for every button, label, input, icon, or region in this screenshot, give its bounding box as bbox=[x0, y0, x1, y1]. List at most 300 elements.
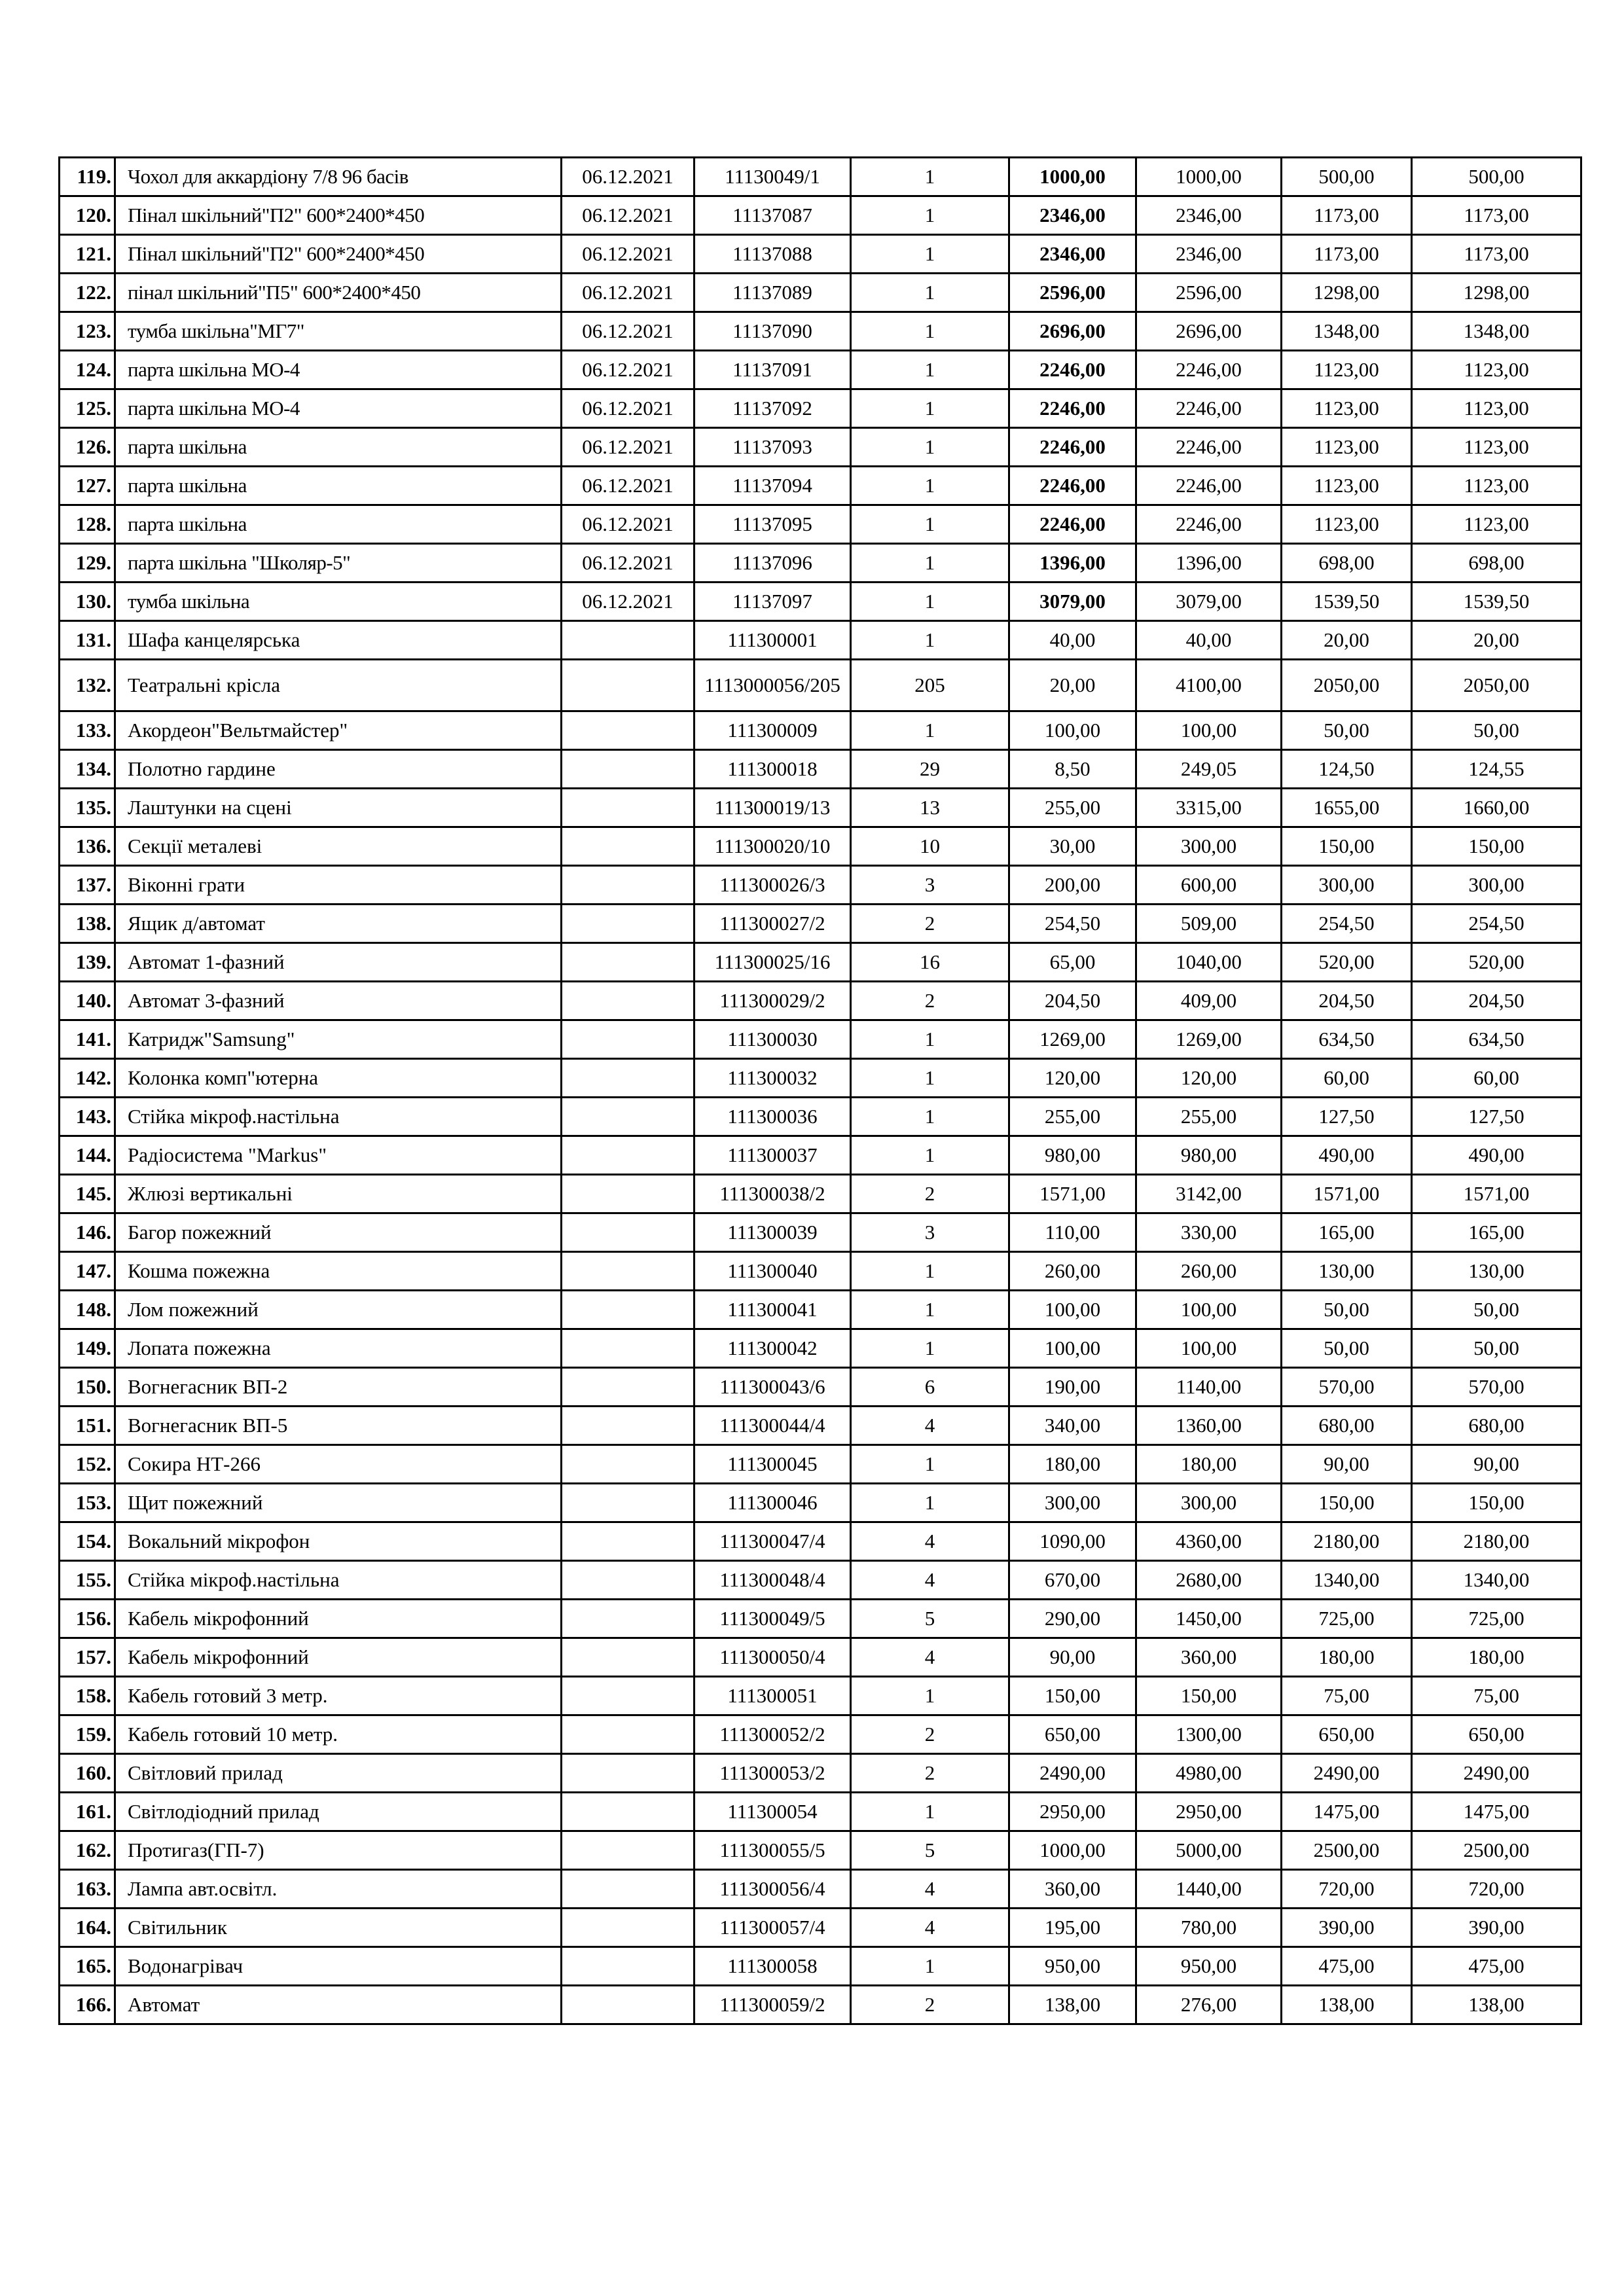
table-row bbox=[60, 505, 1581, 544]
item-name-cell: парта шкільна bbox=[115, 428, 562, 467]
date-cell bbox=[562, 1368, 695, 1407]
residual-value-cell: 1571,00 bbox=[1412, 1175, 1581, 1213]
depreciation-cell: 124,50 bbox=[1282, 750, 1412, 789]
residual-value-cell: 180,00 bbox=[1412, 1638, 1581, 1677]
table-row bbox=[60, 467, 1581, 505]
depreciation-cell: 150,00 bbox=[1282, 827, 1412, 866]
item-name-cell: Водонагрівач bbox=[115, 1947, 562, 1986]
quantity-cell: 2 bbox=[851, 1986, 1009, 2024]
unit-price-cell: 2246,00 bbox=[1009, 505, 1136, 544]
item-name-cell: Кабель мікрофонний bbox=[115, 1600, 562, 1638]
depreciation-cell: 500,00 bbox=[1282, 158, 1412, 196]
date-cell bbox=[562, 1677, 695, 1715]
depreciation-cell: 490,00 bbox=[1282, 1136, 1412, 1175]
row-number-cell: 123. bbox=[60, 312, 115, 351]
quantity-cell: 1 bbox=[851, 312, 1009, 351]
total-value-cell: 2246,00 bbox=[1136, 389, 1282, 428]
item-name-cell: Шафа канцелярська bbox=[115, 621, 562, 660]
date-cell bbox=[562, 943, 695, 982]
unit-price-cell: 2246,00 bbox=[1009, 351, 1136, 389]
item-name-cell: парта шкільна МО-4 bbox=[115, 389, 562, 428]
table-row bbox=[60, 1986, 1581, 2024]
quantity-cell: 16 bbox=[851, 943, 1009, 982]
depreciation-cell: 165,00 bbox=[1282, 1213, 1412, 1252]
quantity-cell: 1 bbox=[851, 158, 1009, 196]
unit-price-cell: 2696,00 bbox=[1009, 312, 1136, 351]
total-value-cell: 780,00 bbox=[1136, 1909, 1282, 1947]
quantity-cell: 29 bbox=[851, 750, 1009, 789]
date-cell bbox=[562, 1986, 695, 2024]
depreciation-cell: 180,00 bbox=[1282, 1638, 1412, 1677]
unit-price-cell: 120,00 bbox=[1009, 1059, 1136, 1098]
unit-price-cell: 1396,00 bbox=[1009, 544, 1136, 583]
table-row bbox=[60, 274, 1581, 312]
item-name-cell: Вокальний мікрофон bbox=[115, 1522, 562, 1561]
date-cell: 06.12.2021 bbox=[562, 505, 695, 544]
row-number-cell: 148. bbox=[60, 1291, 115, 1329]
item-name-cell: Чохол для аккардіону 7/8 96 басів bbox=[115, 158, 562, 196]
table-row bbox=[60, 1291, 1581, 1329]
row-number-cell: 153. bbox=[60, 1484, 115, 1522]
residual-value-cell: 1298,00 bbox=[1412, 274, 1581, 312]
residual-value-cell: 1123,00 bbox=[1412, 505, 1581, 544]
depreciation-cell: 1123,00 bbox=[1282, 428, 1412, 467]
table-row bbox=[60, 1947, 1581, 1986]
item-name-cell: Протигаз(ГП-7) bbox=[115, 1831, 562, 1870]
residual-value-cell: 1340,00 bbox=[1412, 1561, 1581, 1600]
row-number-cell: 140. bbox=[60, 982, 115, 1020]
quantity-cell: 1 bbox=[851, 235, 1009, 274]
residual-value-cell: 90,00 bbox=[1412, 1445, 1581, 1484]
inventory-code-cell: 111300036 bbox=[695, 1098, 851, 1136]
date-cell bbox=[562, 1213, 695, 1252]
quantity-cell: 1 bbox=[851, 544, 1009, 583]
inventory-code-cell: 111300037 bbox=[695, 1136, 851, 1175]
inventory-code-cell: 111300049/5 bbox=[695, 1600, 851, 1638]
total-value-cell: 2680,00 bbox=[1136, 1561, 1282, 1600]
depreciation-cell: 50,00 bbox=[1282, 1329, 1412, 1368]
row-number-cell: 119. bbox=[60, 158, 115, 196]
date-cell bbox=[562, 660, 695, 711]
depreciation-cell: 1173,00 bbox=[1282, 196, 1412, 235]
total-value-cell: 150,00 bbox=[1136, 1677, 1282, 1715]
quantity-cell: 1 bbox=[851, 1677, 1009, 1715]
inventory-code-cell: 11130049/1 bbox=[695, 158, 851, 196]
unit-price-cell: 100,00 bbox=[1009, 1291, 1136, 1329]
date-cell: 06.12.2021 bbox=[562, 274, 695, 312]
row-number-cell: 131. bbox=[60, 621, 115, 660]
row-number-cell: 155. bbox=[60, 1561, 115, 1600]
total-value-cell: 4980,00 bbox=[1136, 1754, 1282, 1793]
item-name-cell: Театральні крісла bbox=[115, 660, 562, 711]
quantity-cell: 1 bbox=[851, 621, 1009, 660]
table-row bbox=[60, 1870, 1581, 1909]
depreciation-cell: 650,00 bbox=[1282, 1715, 1412, 1754]
quantity-cell: 4 bbox=[851, 1909, 1009, 1947]
quantity-cell: 2 bbox=[851, 905, 1009, 943]
residual-value-cell: 490,00 bbox=[1412, 1136, 1581, 1175]
residual-value-cell: 60,00 bbox=[1412, 1059, 1581, 1098]
depreciation-cell: 1348,00 bbox=[1282, 312, 1412, 351]
table-row bbox=[60, 1909, 1581, 1947]
inventory-code-cell: 111300045 bbox=[695, 1445, 851, 1484]
depreciation-cell: 50,00 bbox=[1282, 711, 1412, 750]
date-cell bbox=[562, 1870, 695, 1909]
total-value-cell: 509,00 bbox=[1136, 905, 1282, 943]
date-cell bbox=[562, 1407, 695, 1445]
total-value-cell: 276,00 bbox=[1136, 1986, 1282, 2024]
residual-value-cell: 50,00 bbox=[1412, 1291, 1581, 1329]
table-row bbox=[60, 1484, 1581, 1522]
depreciation-cell: 60,00 bbox=[1282, 1059, 1412, 1098]
depreciation-cell: 1571,00 bbox=[1282, 1175, 1412, 1213]
inventory-code-cell: 111300029/2 bbox=[695, 982, 851, 1020]
item-name-cell: Вогнегасник ВП-5 bbox=[115, 1407, 562, 1445]
date-cell bbox=[562, 1059, 695, 1098]
total-value-cell: 100,00 bbox=[1136, 711, 1282, 750]
quantity-cell: 1 bbox=[851, 1947, 1009, 1986]
item-name-cell: Колонка комп"ютерна bbox=[115, 1059, 562, 1098]
depreciation-cell: 127,50 bbox=[1282, 1098, 1412, 1136]
residual-value-cell: 680,00 bbox=[1412, 1407, 1581, 1445]
item-name-cell: парта шкільна "Школяр-5" bbox=[115, 544, 562, 583]
depreciation-cell: 2500,00 bbox=[1282, 1831, 1412, 1870]
row-number-cell: 133. bbox=[60, 711, 115, 750]
date-cell bbox=[562, 1484, 695, 1522]
date-cell: 06.12.2021 bbox=[562, 583, 695, 621]
quantity-cell: 6 bbox=[851, 1368, 1009, 1407]
item-name-cell: Автомат 3-фазний bbox=[115, 982, 562, 1020]
item-name-cell: парта шкільна bbox=[115, 467, 562, 505]
unit-price-cell: 2346,00 bbox=[1009, 235, 1136, 274]
row-number-cell: 124. bbox=[60, 351, 115, 389]
date-cell bbox=[562, 711, 695, 750]
residual-value-cell: 1348,00 bbox=[1412, 312, 1581, 351]
quantity-cell: 1 bbox=[851, 1484, 1009, 1522]
total-value-cell: 40,00 bbox=[1136, 621, 1282, 660]
item-name-cell: Лопата пожежна bbox=[115, 1329, 562, 1368]
quantity-cell: 1 bbox=[851, 1059, 1009, 1098]
inventory-code-cell: 11137092 bbox=[695, 389, 851, 428]
unit-price-cell: 40,00 bbox=[1009, 621, 1136, 660]
depreciation-cell: 390,00 bbox=[1282, 1909, 1412, 1947]
row-number-cell: 150. bbox=[60, 1368, 115, 1407]
date-cell bbox=[562, 1252, 695, 1291]
total-value-cell: 2246,00 bbox=[1136, 467, 1282, 505]
depreciation-cell: 1340,00 bbox=[1282, 1561, 1412, 1600]
depreciation-cell: 1298,00 bbox=[1282, 274, 1412, 312]
date-cell bbox=[562, 1020, 695, 1059]
item-name-cell: Лампа авт.освітл. bbox=[115, 1870, 562, 1909]
inventory-code-cell: 111300052/2 bbox=[695, 1715, 851, 1754]
unit-price-cell: 2950,00 bbox=[1009, 1793, 1136, 1831]
depreciation-cell: 1123,00 bbox=[1282, 389, 1412, 428]
quantity-cell: 1 bbox=[851, 196, 1009, 235]
table-row bbox=[60, 827, 1581, 866]
residual-value-cell: 150,00 bbox=[1412, 827, 1581, 866]
table-row bbox=[60, 1793, 1581, 1831]
depreciation-cell: 254,50 bbox=[1282, 905, 1412, 943]
table-row bbox=[60, 1561, 1581, 1600]
row-number-cell: 164. bbox=[60, 1909, 115, 1947]
depreciation-cell: 1475,00 bbox=[1282, 1793, 1412, 1831]
item-name-cell: Секції металеві bbox=[115, 827, 562, 866]
date-cell bbox=[562, 827, 695, 866]
residual-value-cell: 50,00 bbox=[1412, 711, 1581, 750]
date-cell: 06.12.2021 bbox=[562, 467, 695, 505]
date-cell bbox=[562, 1600, 695, 1638]
item-name-cell: пінал шкільний"П5" 600*2400*450 bbox=[115, 274, 562, 312]
row-number-cell: 145. bbox=[60, 1175, 115, 1213]
table-row bbox=[60, 1754, 1581, 1793]
item-name-cell: Віконні грати bbox=[115, 866, 562, 905]
row-number-cell: 128. bbox=[60, 505, 115, 544]
residual-value-cell: 520,00 bbox=[1412, 943, 1581, 982]
quantity-cell: 2 bbox=[851, 1175, 1009, 1213]
inventory-code-cell: 111300053/2 bbox=[695, 1754, 851, 1793]
residual-value-cell: 130,00 bbox=[1412, 1252, 1581, 1291]
item-name-cell: Кошма пожежна bbox=[115, 1252, 562, 1291]
quantity-cell: 205 bbox=[851, 660, 1009, 711]
residual-value-cell: 390,00 bbox=[1412, 1909, 1581, 1947]
unit-price-cell: 1269,00 bbox=[1009, 1020, 1136, 1059]
quantity-cell: 1 bbox=[851, 1098, 1009, 1136]
depreciation-cell: 475,00 bbox=[1282, 1947, 1412, 1986]
date-cell bbox=[562, 1561, 695, 1600]
inventory-code-cell: 111300001 bbox=[695, 621, 851, 660]
table-row bbox=[60, 1020, 1581, 1059]
date-cell: 06.12.2021 bbox=[562, 235, 695, 274]
quantity-cell: 10 bbox=[851, 827, 1009, 866]
residual-value-cell: 138,00 bbox=[1412, 1986, 1581, 2024]
quantity-cell: 1 bbox=[851, 583, 1009, 621]
table-row bbox=[60, 789, 1581, 827]
row-number-cell: 130. bbox=[60, 583, 115, 621]
depreciation-cell: 1539,50 bbox=[1282, 583, 1412, 621]
depreciation-cell: 150,00 bbox=[1282, 1484, 1412, 1522]
residual-value-cell: 698,00 bbox=[1412, 544, 1581, 583]
date-cell bbox=[562, 1638, 695, 1677]
inventory-code-cell: 111300032 bbox=[695, 1059, 851, 1098]
depreciation-cell: 2490,00 bbox=[1282, 1754, 1412, 1793]
inventory-table-body bbox=[60, 158, 1581, 2024]
table-row bbox=[60, 1059, 1581, 1098]
total-value-cell: 1440,00 bbox=[1136, 1870, 1282, 1909]
table-row bbox=[60, 866, 1581, 905]
quantity-cell: 2 bbox=[851, 1754, 1009, 1793]
depreciation-cell: 520,00 bbox=[1282, 943, 1412, 982]
inventory-code-cell: 111300046 bbox=[695, 1484, 851, 1522]
quantity-cell: 5 bbox=[851, 1831, 1009, 1870]
depreciation-cell: 720,00 bbox=[1282, 1870, 1412, 1909]
unit-price-cell: 340,00 bbox=[1009, 1407, 1136, 1445]
total-value-cell: 3315,00 bbox=[1136, 789, 1282, 827]
table-row bbox=[60, 1600, 1581, 1638]
unit-price-cell: 2346,00 bbox=[1009, 196, 1136, 235]
residual-value-cell: 165,00 bbox=[1412, 1213, 1581, 1252]
unit-price-cell: 650,00 bbox=[1009, 1715, 1136, 1754]
item-name-cell: тумба шкільна"МГ7" bbox=[115, 312, 562, 351]
inventory-code-cell: 111300025/16 bbox=[695, 943, 851, 982]
date-cell bbox=[562, 866, 695, 905]
date-cell bbox=[562, 1793, 695, 1831]
total-value-cell: 1000,00 bbox=[1136, 158, 1282, 196]
row-number-cell: 165. bbox=[60, 1947, 115, 1986]
quantity-cell: 1 bbox=[851, 389, 1009, 428]
item-name-cell: Сокира НТ-266 bbox=[115, 1445, 562, 1484]
unit-price-cell: 65,00 bbox=[1009, 943, 1136, 982]
residual-value-cell: 127,50 bbox=[1412, 1098, 1581, 1136]
total-value-cell: 100,00 bbox=[1136, 1291, 1282, 1329]
unit-price-cell: 255,00 bbox=[1009, 1098, 1136, 1136]
inventory-code-cell: 111300051 bbox=[695, 1677, 851, 1715]
date-cell: 06.12.2021 bbox=[562, 544, 695, 583]
date-cell: 06.12.2021 bbox=[562, 389, 695, 428]
item-name-cell: Жлюзі вертикальні bbox=[115, 1175, 562, 1213]
total-value-cell: 3079,00 bbox=[1136, 583, 1282, 621]
table-row bbox=[60, 1445, 1581, 1484]
inventory-code-cell: 111300057/4 bbox=[695, 1909, 851, 1947]
depreciation-cell: 138,00 bbox=[1282, 1986, 1412, 2024]
residual-value-cell: 1123,00 bbox=[1412, 351, 1581, 389]
table-row bbox=[60, 1213, 1581, 1252]
inventory-code-cell: 111300055/5 bbox=[695, 1831, 851, 1870]
inventory-code-cell: 111300027/2 bbox=[695, 905, 851, 943]
unit-price-cell: 190,00 bbox=[1009, 1368, 1136, 1407]
quantity-cell: 1 bbox=[851, 1136, 1009, 1175]
depreciation-cell: 300,00 bbox=[1282, 866, 1412, 905]
table-row bbox=[60, 312, 1581, 351]
depreciation-cell: 725,00 bbox=[1282, 1600, 1412, 1638]
unit-price-cell: 8,50 bbox=[1009, 750, 1136, 789]
row-number-cell: 135. bbox=[60, 789, 115, 827]
item-name-cell: Автомат 1-фазний bbox=[115, 943, 562, 982]
row-number-cell: 152. bbox=[60, 1445, 115, 1484]
depreciation-cell: 75,00 bbox=[1282, 1677, 1412, 1715]
row-number-cell: 166. bbox=[60, 1986, 115, 2024]
quantity-cell: 1 bbox=[851, 274, 1009, 312]
item-name-cell: тумба шкільна bbox=[115, 583, 562, 621]
inventory-code-cell: 111300054 bbox=[695, 1793, 851, 1831]
residual-value-cell: 150,00 bbox=[1412, 1484, 1581, 1522]
table-row bbox=[60, 1831, 1581, 1870]
table-row bbox=[60, 750, 1581, 789]
residual-value-cell: 1123,00 bbox=[1412, 389, 1581, 428]
inventory-code-cell: 111300020/10 bbox=[695, 827, 851, 866]
row-number-cell: 162. bbox=[60, 1831, 115, 1870]
total-value-cell: 1269,00 bbox=[1136, 1020, 1282, 1059]
row-number-cell: 156. bbox=[60, 1600, 115, 1638]
row-number-cell: 125. bbox=[60, 389, 115, 428]
quantity-cell: 1 bbox=[851, 711, 1009, 750]
row-number-cell: 120. bbox=[60, 196, 115, 235]
quantity-cell: 1 bbox=[851, 1252, 1009, 1291]
quantity-cell: 3 bbox=[851, 1213, 1009, 1252]
unit-price-cell: 204,50 bbox=[1009, 982, 1136, 1020]
total-value-cell: 120,00 bbox=[1136, 1059, 1282, 1098]
table-row bbox=[60, 1136, 1581, 1175]
item-name-cell: Кабель мікрофонний bbox=[115, 1638, 562, 1677]
inventory-code-cell: 111300059/2 bbox=[695, 1986, 851, 2024]
row-number-cell: 121. bbox=[60, 235, 115, 274]
total-value-cell: 4360,00 bbox=[1136, 1522, 1282, 1561]
row-number-cell: 144. bbox=[60, 1136, 115, 1175]
total-value-cell: 950,00 bbox=[1136, 1947, 1282, 1986]
item-name-cell: Вогнегасник ВП-2 bbox=[115, 1368, 562, 1407]
inventory-code-cell: 111300026/3 bbox=[695, 866, 851, 905]
residual-value-cell: 20,00 bbox=[1412, 621, 1581, 660]
inventory-code-cell: 11137093 bbox=[695, 428, 851, 467]
quantity-cell: 1 bbox=[851, 351, 1009, 389]
table-row bbox=[60, 1677, 1581, 1715]
table-row bbox=[60, 351, 1581, 389]
inventory-code-cell: 111300043/6 bbox=[695, 1368, 851, 1407]
total-value-cell: 409,00 bbox=[1136, 982, 1282, 1020]
table-row bbox=[60, 544, 1581, 583]
table-row bbox=[60, 621, 1581, 660]
residual-value-cell: 2050,00 bbox=[1412, 660, 1581, 711]
unit-price-cell: 150,00 bbox=[1009, 1677, 1136, 1715]
date-cell bbox=[562, 1715, 695, 1754]
quantity-cell: 5 bbox=[851, 1600, 1009, 1638]
unit-price-cell: 90,00 bbox=[1009, 1638, 1136, 1677]
item-name-cell: Ящик д/автомат bbox=[115, 905, 562, 943]
total-value-cell: 2346,00 bbox=[1136, 235, 1282, 274]
depreciation-cell: 1123,00 bbox=[1282, 505, 1412, 544]
row-number-cell: 143. bbox=[60, 1098, 115, 1136]
unit-price-cell: 180,00 bbox=[1009, 1445, 1136, 1484]
depreciation-cell: 50,00 bbox=[1282, 1291, 1412, 1329]
table-row bbox=[60, 1638, 1581, 1677]
quantity-cell: 1 bbox=[851, 1020, 1009, 1059]
item-name-cell: Автомат bbox=[115, 1986, 562, 2024]
quantity-cell: 4 bbox=[851, 1522, 1009, 1561]
quantity-cell: 4 bbox=[851, 1638, 1009, 1677]
residual-value-cell: 720,00 bbox=[1412, 1870, 1581, 1909]
table-row bbox=[60, 1175, 1581, 1213]
item-name-cell: Світильник bbox=[115, 1909, 562, 1947]
total-value-cell: 1140,00 bbox=[1136, 1368, 1282, 1407]
unit-price-cell: 30,00 bbox=[1009, 827, 1136, 866]
date-cell bbox=[562, 750, 695, 789]
total-value-cell: 260,00 bbox=[1136, 1252, 1282, 1291]
item-name-cell: Пінал шкільний"П2" 600*2400*450 bbox=[115, 235, 562, 274]
quantity-cell: 2 bbox=[851, 982, 1009, 1020]
total-value-cell: 1040,00 bbox=[1136, 943, 1282, 982]
item-name-cell: Полотно гардине bbox=[115, 750, 562, 789]
quantity-cell: 1 bbox=[851, 428, 1009, 467]
row-number-cell: 137. bbox=[60, 866, 115, 905]
row-number-cell: 159. bbox=[60, 1715, 115, 1754]
row-number-cell: 138. bbox=[60, 905, 115, 943]
inventory-table bbox=[58, 156, 1582, 2025]
total-value-cell: 2246,00 bbox=[1136, 351, 1282, 389]
inventory-code-cell: 11137091 bbox=[695, 351, 851, 389]
unit-price-cell: 200,00 bbox=[1009, 866, 1136, 905]
depreciation-cell: 680,00 bbox=[1282, 1407, 1412, 1445]
total-value-cell: 600,00 bbox=[1136, 866, 1282, 905]
row-number-cell: 160. bbox=[60, 1754, 115, 1793]
inventory-code-cell: 11137097 bbox=[695, 583, 851, 621]
quantity-cell: 4 bbox=[851, 1561, 1009, 1600]
residual-value-cell: 2490,00 bbox=[1412, 1754, 1581, 1793]
row-number-cell: 136. bbox=[60, 827, 115, 866]
inventory-code-cell: 111300058 bbox=[695, 1947, 851, 1986]
unit-price-cell: 300,00 bbox=[1009, 1484, 1136, 1522]
date-cell bbox=[562, 621, 695, 660]
residual-value-cell: 124,55 bbox=[1412, 750, 1581, 789]
unit-price-cell: 360,00 bbox=[1009, 1870, 1136, 1909]
